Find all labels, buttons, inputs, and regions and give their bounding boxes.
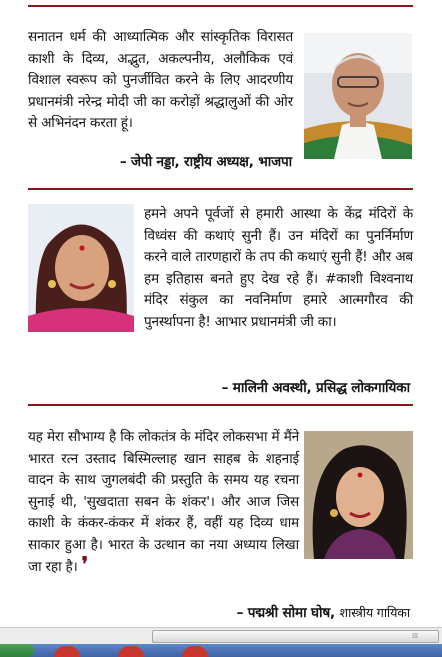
- scrollbar-thumb[interactable]: [152, 630, 439, 643]
- horizontal-scrollbar[interactable]: [0, 627, 442, 644]
- quote-text-2-content: हमने अपने पूर्वजों से हमारी आस्था के केंद्र मंदिरों के विध्वंस की कथाएं सुनी हैं। उन मंदिरों का पुनर्निर्माण करने वाले तारणहारों के तप की कथाएं सुनी हैं! और अब हम इतिहास बनते हुए देख रहे हैं। #काशी विश्वनाथ मंदिर संकुल का नवनिर्माण हमारे आत्मगौरव की पुनर्स्थापना है! आभार प्रधानमंत्री जी का।: [144, 206, 413, 330]
- quote-text-2: [28, 204, 413, 334]
- attribution-1: – जेपी नड्डा, राष्ट्रीय अध्यक्ष, भाजपा: [119, 154, 292, 170]
- scrollbar-grip-icon: ⁞⁞⁞: [412, 632, 418, 640]
- attribution-3-role: शास्त्रीय गायिका: [339, 605, 410, 620]
- quote-text-3-content: यह मेरा सौभाग्य है कि लोकतंत्र के मंदिर लोकसभा में मैंने भारत रत्न उस्ताद बिस्मिल्लाह खान साहब के शहनाई वादन के साथ जुगलबंदी की प्रस्तुति के समय यह रचना सुनाई थी, 'सुखदाता सबन के शंकर'। और आज जिस काशी के कंकर-कंकर में शंकर हैं, वहीं यह दिव्य धाम साकार हुआ है। भारत के उत्थान का नया अध्याय लिखा जा रहा है।: [28, 429, 299, 575]
- photo-jp-nadda: [304, 33, 412, 159]
- taskbar-app-icon-2[interactable]: [118, 646, 144, 657]
- taskbar-app-icon-1[interactable]: [54, 646, 80, 657]
- quote-text-1: सनातन धर्म की आध्यात्मिक और सांस्कृतिक विरासत काशी के दिव्य, अद्भुत, अकल्पनीय, अलौकिक एवं विशाल स्वरूप को पुनर्जीवित करने के लिए आदरणीय प्रधानमंत्री नरेन्द्र मोदी जी का करोड़ों श्रद्धालुओं की ओर से अभिनंदन करता हूं।: [28, 29, 293, 132]
- taskbar: [0, 644, 442, 657]
- taskbar-app-icon-3[interactable]: [182, 646, 208, 657]
- quote-mark-icon: ❜: [81, 551, 88, 576]
- divider-2: [28, 404, 413, 406]
- start-button[interactable]: [0, 644, 34, 657]
- divider-1: [28, 188, 413, 190]
- attribution-3: [237, 603, 410, 623]
- photo-soma-ghosh: [304, 431, 413, 559]
- divider-top: [28, 5, 413, 7]
- attribution-3-name: – पद्मश्री सोमा घोष,: [236, 605, 335, 621]
- attribution-2: – मालिनी अवस्थी, प्रसिद्ध लोकगायिका: [221, 380, 410, 396]
